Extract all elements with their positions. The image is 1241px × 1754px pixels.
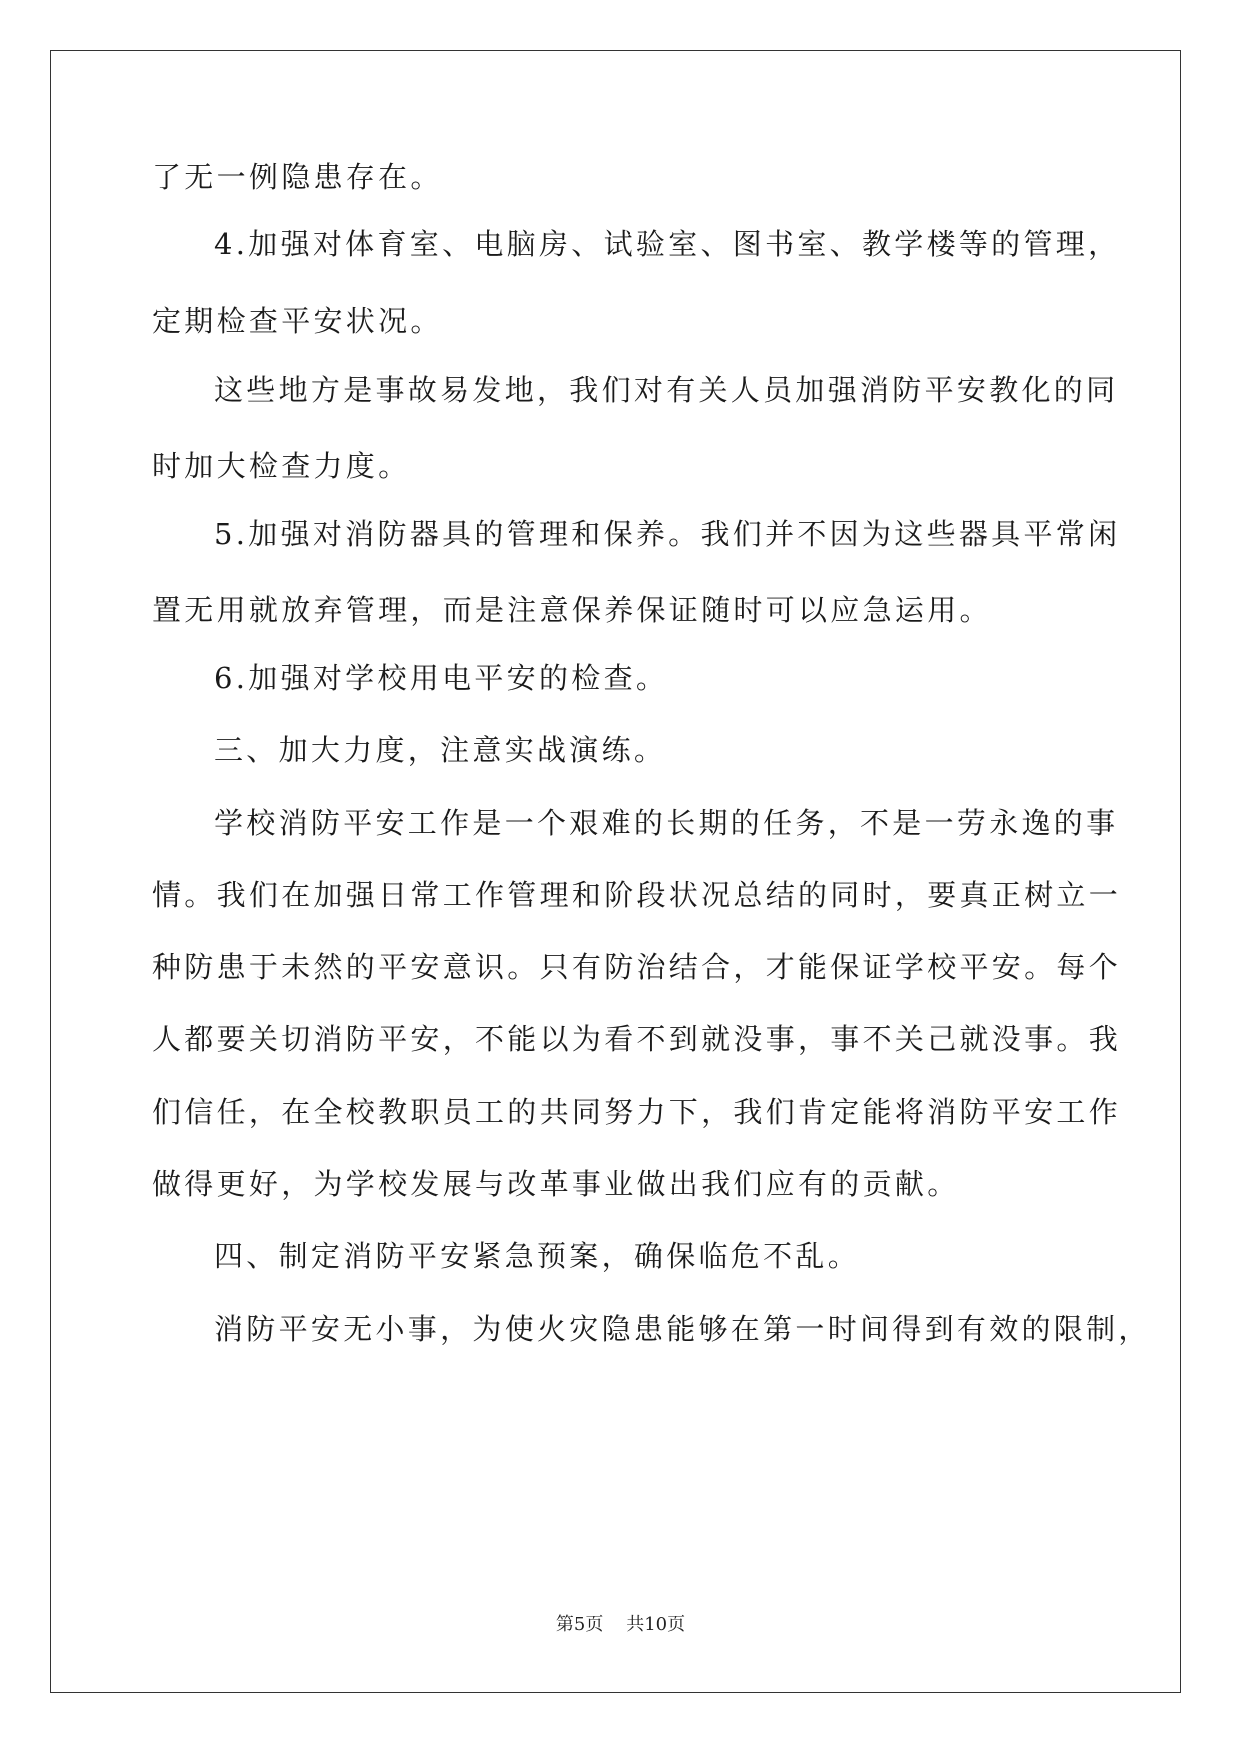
text-line: 做得更好，为学校发展与改革事业做出我们应有的贡献。	[152, 1167, 960, 1201]
text-line: 4.加强对体育室、电脑房、试验室、图书室、教学楼等的管理，	[214, 227, 1121, 261]
text-line: 学校消防平安工作是一个艰难的长期的任务，不是一劳永逸的事	[214, 806, 1119, 840]
text-line: 5.加强对消防器具的管理和保养。我们并不因为这些器具平常闲	[214, 517, 1121, 551]
text-line: 种防患于未然的平安意识。只有防治结合，才能保证学校平安。每个	[152, 950, 1122, 984]
text-line: 时加大检查力度。	[152, 449, 411, 483]
text-line: 四、制定消防平安紧急预案，确保临危不乱。	[214, 1239, 861, 1273]
text-line: 消防平安无小事，为使火灾隐患能够在第一时间得到有效的限制，	[214, 1312, 1151, 1346]
text-line: 置无用就放弃管理，而是注意保养保证随时可以应急运用。	[152, 593, 992, 627]
page-number: 第5页	[555, 1614, 604, 1635]
text-line: 们信任，在全校教职员工的共同努力下，我们肯定能将消防平安工作	[152, 1095, 1122, 1129]
page-border	[50, 50, 1181, 1693]
text-line: 三、加大力度，注意实战演练。	[214, 733, 667, 767]
text-line: 6.加强对学校用电平安的检查。	[214, 661, 669, 695]
text-line: 这些地方是事故易发地，我们对有关人员加强消防平安教化的同	[214, 373, 1119, 407]
text-line: 了无一例隐患存在。	[152, 160, 443, 194]
text-line: 定期检查平安状况。	[152, 304, 443, 338]
page-footer	[0, 1613, 1241, 1637]
page-total: 共10页	[626, 1614, 686, 1635]
text-line: 人都要关切消防平安，不能以为看不到就没事，事不关己就没事。我	[152, 1022, 1122, 1056]
text-line: 情。我们在加强日常工作管理和阶段状况总结的同时，要真正树立一	[152, 878, 1122, 912]
